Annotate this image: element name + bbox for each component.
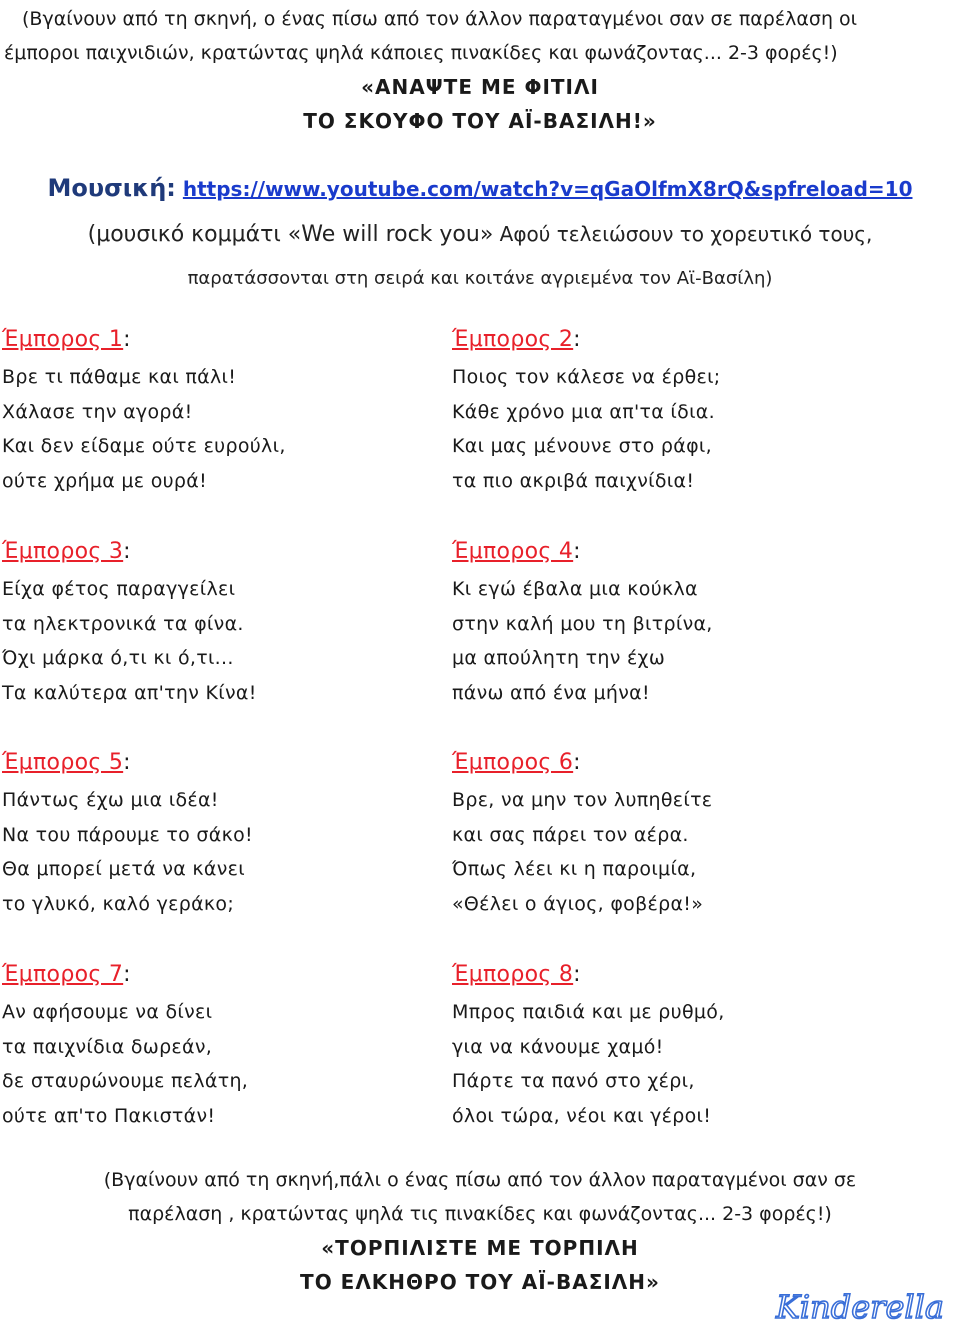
kinderella-logo (774, 1284, 954, 1326)
verse-line: Όπως λέει κι η παροιμία, (452, 858, 697, 880)
intro-slogan-line-2: ΤΟ ΣΚΟΥΦΟ ΤΟΥ ΑΪ-ΒΑΣΙΛΗ!» (303, 109, 657, 133)
verse-line: Πάντως έχω μια ιδέα! (2, 789, 219, 811)
merchant-title: Έμπορος 3 (2, 539, 124, 564)
merchant-block: Έμπορος 1: Βρε τι πάθαμε και πάλι! Χάλασε την αγορά! Και δεν είδαμε ούτε ευρούλι, ούτε χρήμα με ουρά! (2, 322, 422, 498)
verse-line: Μπρος παιδιά και με ρυθμό, (452, 1001, 725, 1023)
description-song: (μουσικό κομμάτι «We will rock you» (87, 222, 494, 247)
verse-line: ούτε απ'το Πακιστάν! (2, 1104, 216, 1127)
verse-line: Ποιος τον κάλεσε να έρθει; (452, 366, 721, 388)
description-block (0, 212, 960, 301)
intro-stage-direction-line-2: έμποροι παιχνιδιών, κρατώντας ψηλά κάποιες πινακίδες και φωνάζοντας... 2-3 φορές!) (4, 42, 838, 64)
verse-line: «Θέλει ο άγιος, φοβέρα!» (452, 892, 704, 915)
verse-line: πάνω από ένα μήνα! (452, 681, 650, 704)
verse-line: και σας πάρει τον αέρα. (452, 823, 689, 846)
music-label: Μουσική: (47, 174, 176, 202)
intro-block (0, 2, 960, 138)
merchant-block: Έμπορος 5: Πάντως έχω μια ιδέα! Να του πάρουμε το σάκο! Θα μπορεί μετά να κάνει το γλυκό, καλό γεράκο; (2, 745, 422, 921)
outro-slogan-line-2: ΤΟ ΕΛΚΗΘΡΟ ΤΟΥ ΑΪ-ΒΑΣΙΛΗ» (300, 1270, 660, 1294)
merchant-title: Έμπορος 1 (2, 327, 124, 352)
merchant-block: Έμπορος 2: Ποιος τον κάλεσε να έρθει; Κάθε χρόνο μια απ'τα ίδια. Και μας μένουνε στο ράφι, τα πιο ακριβά παιχνίδια! (452, 322, 872, 498)
verse-line: Αν αφήσουμε να δίνει (2, 1001, 213, 1023)
verse-line: μα απούλητη την έχω (452, 647, 666, 669)
verse-line: όλοι τώρα, νέοι και γέροι! (452, 1104, 712, 1127)
merchant-block: Έμπορος 3: Είχα φέτος παραγγείλει τα ηλεκτρονικά τα φίνα. Όχι μάρκα ό,τι κι ό,τι... Τα καλύτερα απ'την Κίνα! (2, 534, 422, 710)
verse-line: τα ηλεκτρονικά τα φίνα. (2, 612, 244, 635)
music-link[interactable]: https://www.youtube.com/watch?v=qGaOlfmX8rQ&spfreload=10 (182, 177, 913, 201)
merchant-block: Έμπορος 7: Αν αφήσουμε να δίνει τα παιχνίδια δωρεάν, δε σταυρώνουμε πελάτη, ούτε απ'το Πακιστάν! (2, 957, 422, 1133)
outro-stage-direction-line-1: (Βγαίνουν από τη σκηνή,πάλι ο ένας πίσω από τον άλλον παραταγμένοι σαν σε (103, 1169, 857, 1191)
merchant-title: Έμπορος 7 (2, 962, 124, 987)
merchant-title: Έμπορος 8 (452, 962, 574, 987)
verse-line: Βρε τι πάθαμε και πάλι! (2, 366, 237, 388)
merchant-block: Έμπορος 8: Μπρος παιδιά και με ρυθμό, για να κάνουμε χαμό! Πάρτε τα πανό στο χέρι, όλοι τώρα, νέοι και γέροι! (452, 957, 872, 1133)
verse-line: Να του πάρουμε το σάκο! (2, 823, 253, 846)
merchant-title: Έμπορος 5 (2, 750, 124, 775)
merchant-title: Έμπορος 6 (452, 750, 574, 775)
merchant-title: Έμπορος 2 (452, 327, 574, 352)
verse-line: για να κάνουμε χαμό! (452, 1035, 664, 1058)
verse-line: Κι εγώ έβαλα μια κούκλα (452, 578, 698, 600)
verse-line: Πάρτε τα πανό στο χέρι, (452, 1070, 695, 1092)
verse-line: Κάθε χρόνο μια απ'τα ίδια. (452, 400, 715, 423)
merchant-title: Έμπορος 4 (452, 539, 574, 564)
outro-slogan-line-1: «ΤΟΡΠΙΛΙΣΤΕ ΜΕ ΤΟΡΠΙΛΗ (321, 1236, 639, 1260)
music-line (0, 168, 960, 210)
intro-slogan-line-1: «ΑΝΑΨΤΕ ΜΕ ΦΙΤΙΛΙ (361, 75, 599, 99)
outro-block (0, 1163, 960, 1299)
description-action: Αφού τελειώσουν το χορευτικό τους, (493, 222, 873, 246)
verse-line: τα πιο ακριβά παιχνίδια! (452, 469, 695, 492)
description-line-2: παρατάσσονται στη σειρά και κοιτάνε αγριεμένα τον Αϊ-Βασίλη) (187, 268, 773, 289)
verse-line: τα παιχνίδια δωρεάν, (2, 1035, 213, 1058)
verse-line: Και μας μένουνε στο ράφι, (452, 435, 713, 457)
logo-text: Kinderella (776, 1288, 944, 1326)
outro-stage-direction-line-2: παρέλαση , κρατώντας ψηλά τις πινακίδες και φωνάζοντας... 2-3 φορές!) (128, 1203, 832, 1225)
verse-line: στην καλή μου τη βιτρίνα, (452, 612, 713, 635)
verse-line: Όχι μάρκα ό,τι κι ό,τι... (2, 647, 234, 669)
merchant-block: Έμπορος 6: Βρε, να μην τον λυπηθείτε και σας πάρει τον αέρα. Όπως λέει κι η παροιμία, «Θέλει ο άγιος, φοβέρα!» (452, 745, 872, 921)
verse-line: το γλυκό, καλό γεράκο; (2, 892, 235, 915)
verse-line: ούτε χρήμα με ουρά! (2, 469, 208, 492)
verse-line: δε σταυρώνουμε πελάτη, (2, 1070, 249, 1092)
verse-line: Τα καλύτερα απ'την Κίνα! (2, 681, 257, 704)
verse-line: Βρε, να μην τον λυπηθείτε (452, 789, 713, 811)
intro-stage-direction-line-1: (Βγαίνουν από τη σκηνή, ο ένας πίσω από τον άλλον παραταγμένοι σαν σε παρέλαση οι (22, 8, 858, 30)
verse-line: Και δεν είδαμε ούτε ευρούλι, (2, 435, 286, 457)
verse-line: Θα μπορεί μετά να κάνει (2, 858, 245, 880)
verse-line: Είχα φέτος παραγγείλει (2, 578, 236, 600)
merchant-block: Έμπορος 4: Κι εγώ έβαλα μια κούκλα στην καλή μου τη βιτρίνα, μα απούλητη την έχω πάνω από ένα μήνα! (452, 534, 872, 710)
verse-line: Χάλασε την αγορά! (2, 400, 193, 423)
